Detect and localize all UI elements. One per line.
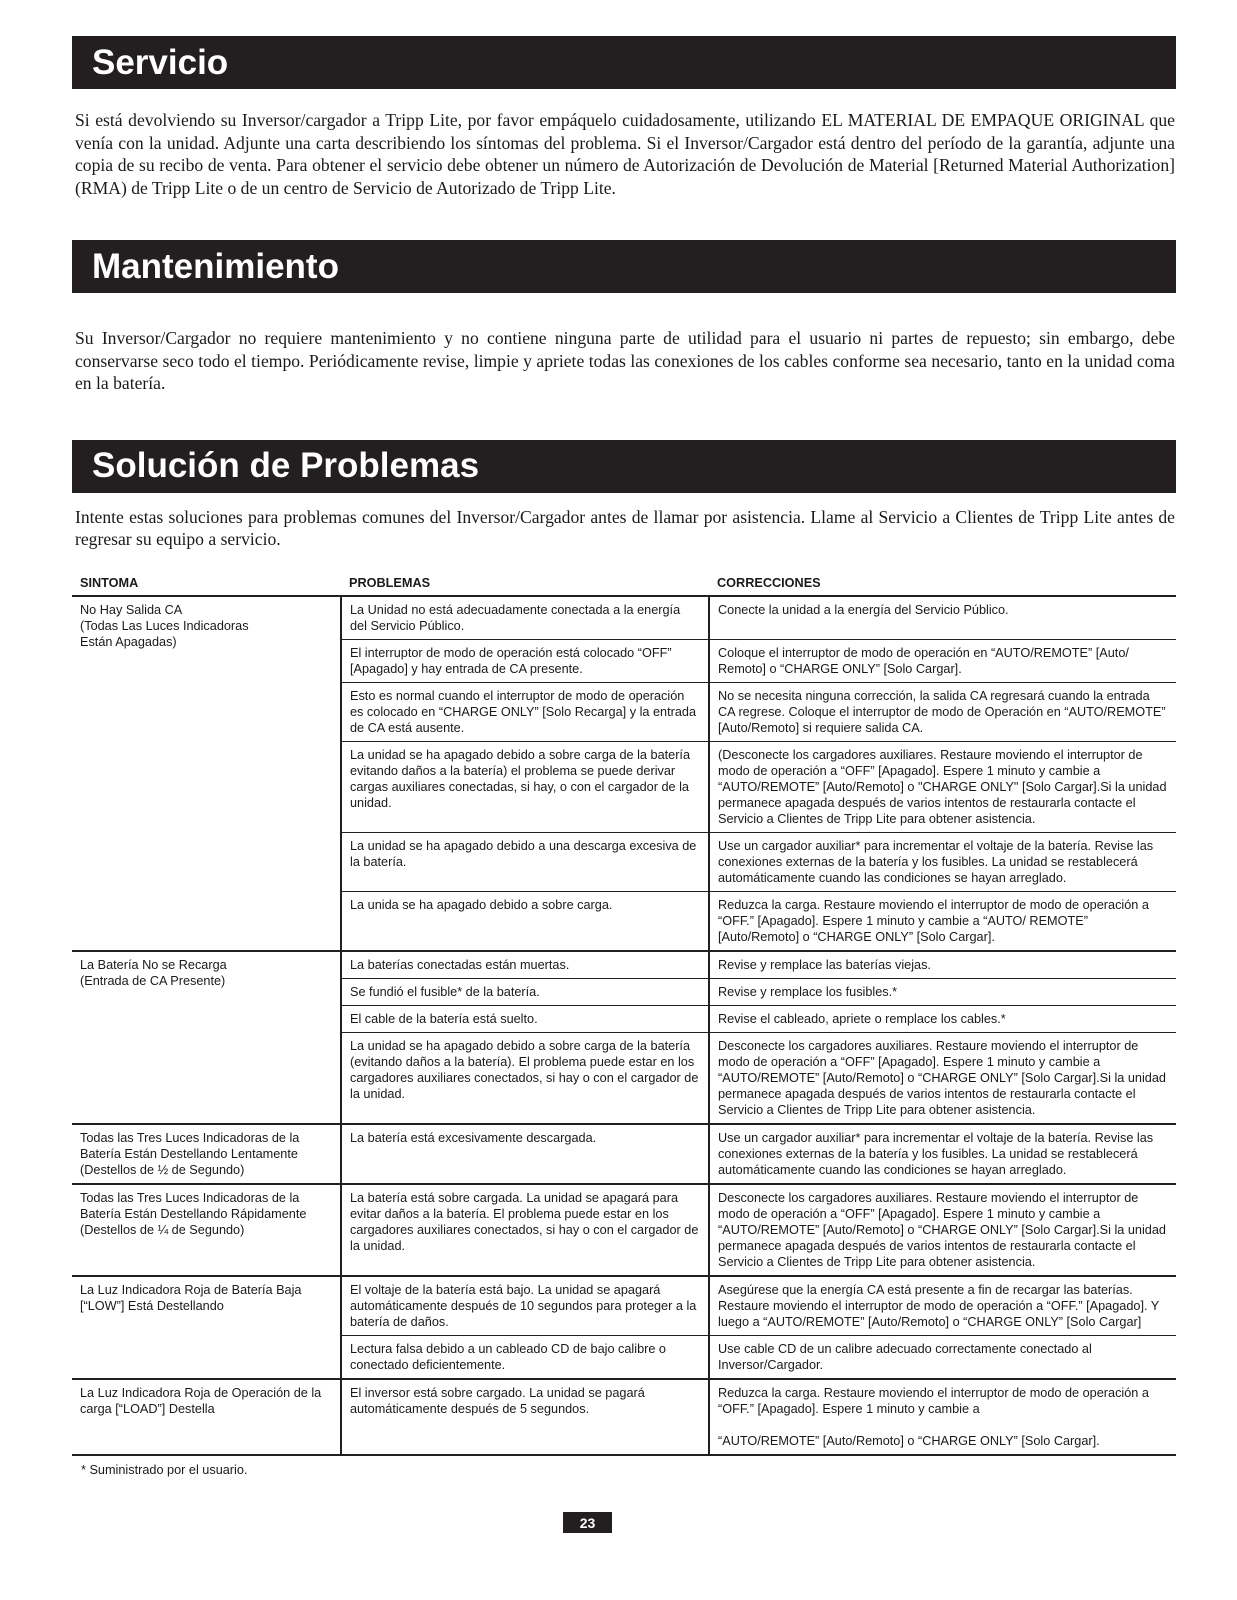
- symptom-text: La Batería No se Recarga (Entrada de CA Presente): [80, 957, 227, 988]
- troubleshooting-table: [72, 575, 1176, 1456]
- correction-cell: Desconecte los cargadores auxiliares. Restaure moviendo el interruptor de modo de operación a “OFF” [Apagado]. Espere 1 minuto y cambie a “AUTO/REMOTE” [Auto/Remoto] o “CHARGE ONLY” [Solo Cargar].Si la unidad permanece apagada después de varios intentos de restaurarla contacte el Servicio a Clientes de Tripp Lite para obtener asistencia.: [709, 1184, 1176, 1276]
- header-problemas: PROBLEMAS: [341, 575, 709, 596]
- problem-cell: La unida se ha apagado debido a sobre carga.: [341, 891, 709, 951]
- problem-cell: La unidad se ha apagado debido a sobre carga de la batería (evitando daños a la batería). El problema puede estar en los cargadores auxiliares conectados, si hay o con el cargador de la unidad.: [341, 1032, 709, 1124]
- problem-cell: La batería está excesivamente descargada.: [341, 1124, 709, 1184]
- correction-cell: Coloque el interruptor de modo de operación en “AUTO/REMOTE” [Auto/ Remoto] o “CHARGE ONLY” [Solo Cargar].: [709, 639, 1176, 682]
- section-title-servicio: Servicio: [72, 36, 1176, 89]
- correction-cell: Desconecte los cargadores auxiliares. Restaure moviendo el interruptor de modo de operación a “OFF” [Apagado]. Espere 1 minuto y cambie a “AUTO/REMOTE” [Auto/Remoto] o “CHARGE ONLY” [Solo Cargar].Si la unidad permanece apagada después de varios intentos de restaurarla contacte el Servicio a Clientes de Tripp Lite para obtener asistencia.: [709, 1032, 1176, 1124]
- table-row: [72, 1276, 1176, 1336]
- correction-cell: Use un cargador auxiliar* para incrementar el voltaje de la batería. Revise las conexiones externas de la batería y los fusibles. La unidad se restablecerá automáticamente cuando las condiciones se hayan arreglado.: [709, 1124, 1176, 1184]
- problem-cell: La batería está sobre cargada. La unidad se apagará para evitar daños a la batería. El problema puede estar en los cargadores auxiliares conectados, si hay o con el cargador de la unidad.: [341, 1184, 709, 1276]
- correction-cell: Use un cargador auxiliar* para incrementar el voltaje de la batería. Revise las conexiones externas de la batería y los fusibles. La unidad se restablecerá automáticamente cuando las condiciones se hayan arreglado.: [709, 832, 1176, 891]
- problem-cell: Esto es normal cuando el interruptor de modo de operación es colocado en “CHARGE ONLY” [Solo Recarga] y la entrada de CA está ausente.: [341, 682, 709, 741]
- section-title-mantenimiento: Mantenimiento: [72, 240, 1176, 293]
- symptom-cell: [72, 596, 341, 951]
- problem-cell: La unidad se ha apagado debido a sobre carga de la batería evitando daños a la batería) el problema se puede derivar cargas auxiliares conectadas, si hay, o con el cargador de la unidad.: [341, 741, 709, 832]
- table-row: [72, 1184, 1176, 1276]
- correction-cell: Revise y remplace las baterías viejas.: [709, 951, 1176, 979]
- symptom-cell: [72, 951, 341, 1124]
- correction-text: Reduzca la carga. Restaure moviendo el interruptor de modo de operación a “OFF.” [Apagado]. Espere 1 minuto y cambie a: [718, 1385, 1149, 1416]
- correction-cell: Asegúrese que la energía CA está presente a fin de recargar las baterías. Restaure moviendo el interruptor de modo de operación a “OFF.” [Apagado]. Y luego a “AUTO/REMOTE” [Auto/Remoto] o “CHARGE ONLY” [Solo Cargar]: [709, 1276, 1176, 1336]
- header-correcciones: CORRECCIONES: [709, 575, 1176, 596]
- correction-cell: No se necesita ninguna corrección, la salida CA regresará cuando la entrada CA regrese. Coloque el interruptor de modo de Operación en “AUTO/REMOTE” [Auto/Remoto] si requiere salida CA.: [709, 682, 1176, 741]
- correction-cell: Conecte la unidad a la energía del Servicio Público.: [709, 596, 1176, 640]
- mantenimiento-paragraph: Su Inversor/Cargador no requiere mantenimiento y no contiene ninguna parte de utilidad para el usuario ni partes de repuesto; sin embargo, debe conservarse seco todo el tiempo. Periódicamente revise, limpie y apriete todas las conexiones de los cables conforme sea necesario, tanto en la unidad coma en la batería.: [75, 328, 1175, 393]
- section-title-solucion: Solución de Problemas: [72, 440, 1176, 493]
- symptom-cell: La Luz Indicadora Roja de Batería Baja [“LOW”] Está Destellando: [72, 1276, 341, 1379]
- problem-cell: La baterías conectadas están muertas.: [341, 951, 709, 979]
- symptom-cell: La Luz Indicadora Roja de Operación de la carga [“LOAD”] Destella: [72, 1379, 341, 1455]
- correction-cell: Use cable CD de un calibre adecuado correctamente conectado al Inversor/Cargador.: [709, 1335, 1176, 1379]
- page-number: 23: [563, 1512, 612, 1533]
- symptom-cell: Todas las Tres Luces Indicadoras de la Batería Están Destellando Lentamente (Destellos de ½ de Segundo): [72, 1124, 341, 1184]
- symptom-text: No Hay Salida CA (Todas Las Luces Indicadoras Están Apagadas): [80, 602, 249, 649]
- header-sintoma: SINTOMA: [72, 575, 341, 596]
- footnote: * Suministrado por el usuario.: [81, 1462, 248, 1477]
- problem-cell: La Unidad no está adecuadamente conectada a la energía del Servicio Público.: [341, 596, 709, 640]
- table-row: [72, 1124, 1176, 1184]
- servicio-paragraph: Si está devolviendo su Inversor/cargador a Tripp Lite, por favor empáquelo cuidadosamente, utilizando EL MATERIAL DE EMPAQUE ORIGINAL que venía con la unidad. Adjunte una carta describiendo los síntomas del problema. Si el Inversor/Cargador está dentro del período de la garantía, adjunte una copia de su recibo de venta. Para obtener el servicio debe obtener un número de Autorización de Devolución de Material [Returned Material Authorization] (RMA) de Tripp Lite o de un centro de Servicio de Autorizado de Tripp Lite.: [75, 110, 1175, 198]
- problem-cell: El cable de la batería está suelto.: [341, 1005, 709, 1032]
- table-row: [72, 596, 1176, 640]
- table-header-row: [72, 575, 1176, 596]
- correction-cell: Reduzca la carga. Restaure moviendo el interruptor de modo de operación a “OFF.” [Apagado]. Espere 1 minuto y cambie a “AUTO/ REMOTE” [Auto/Remoto] o “CHARGE ONLY” [Solo Cargar].: [709, 891, 1176, 951]
- symptom-cell: Todas las Tres Luces Indicadoras de la Batería Están Destellando Rápidamente (Destellos de ¼ de Segundo): [72, 1184, 341, 1276]
- correction-cell: Revise y remplace los fusibles.*: [709, 978, 1176, 1005]
- problem-cell: El voltaje de la batería está bajo. La unidad se apagará automáticamente después de 10 segundos para proteger a la batería de daños.: [341, 1276, 709, 1336]
- page-content: [72, 36, 1176, 1477]
- problem-cell: Lectura falsa debido a un cableado CD de bajo calibre o conectado deficientemente.: [341, 1335, 709, 1379]
- problem-cell: La unidad se ha apagado debido a una descarga excesiva de la batería.: [341, 832, 709, 891]
- correction-cell: Revise el cableado, apriete o remplace los cables.*: [709, 1005, 1176, 1032]
- correction-cell: [709, 1379, 1176, 1455]
- correction-text-continued: “AUTO/REMOTE” [Auto/Remoto] o “CHARGE ONLY” [Solo Cargar].: [718, 1433, 1100, 1448]
- solucion-paragraph: Intente estas soluciones para problemas comunes del Inversor/Cargador antes de llamar por asistencia. Llame al Servicio a Clientes de Tripp Lite antes de regresar su equipo a servicio.: [75, 506, 1175, 549]
- table-row: [72, 1379, 1176, 1455]
- problem-cell: El interruptor de modo de operación está colocado “OFF” [Apagado] y hay entrada de CA presente.: [341, 639, 709, 682]
- problem-cell: El inversor está sobre cargado. La unidad se pagará automáticamente después de 5 segundos.: [341, 1379, 709, 1455]
- problem-cell: Se fundió el fusible* de la batería.: [341, 978, 709, 1005]
- correction-cell: (Desconecte los cargadores auxiliares. Restaure moviendo el interruptor de modo de operación a “OFF” [Apagado]. Espere 1 minuto y cambie a “AUTO/REMOTE” [Auto/Remoto] o "CHARGE ONLY" [Solo Cargar].Si la unidad permanece apagada después de varios intentos de restaurarla contacte el Servicio a Clientes de Tripp Lite para obtener asistencia.: [709, 741, 1176, 832]
- table-row: [72, 951, 1176, 979]
